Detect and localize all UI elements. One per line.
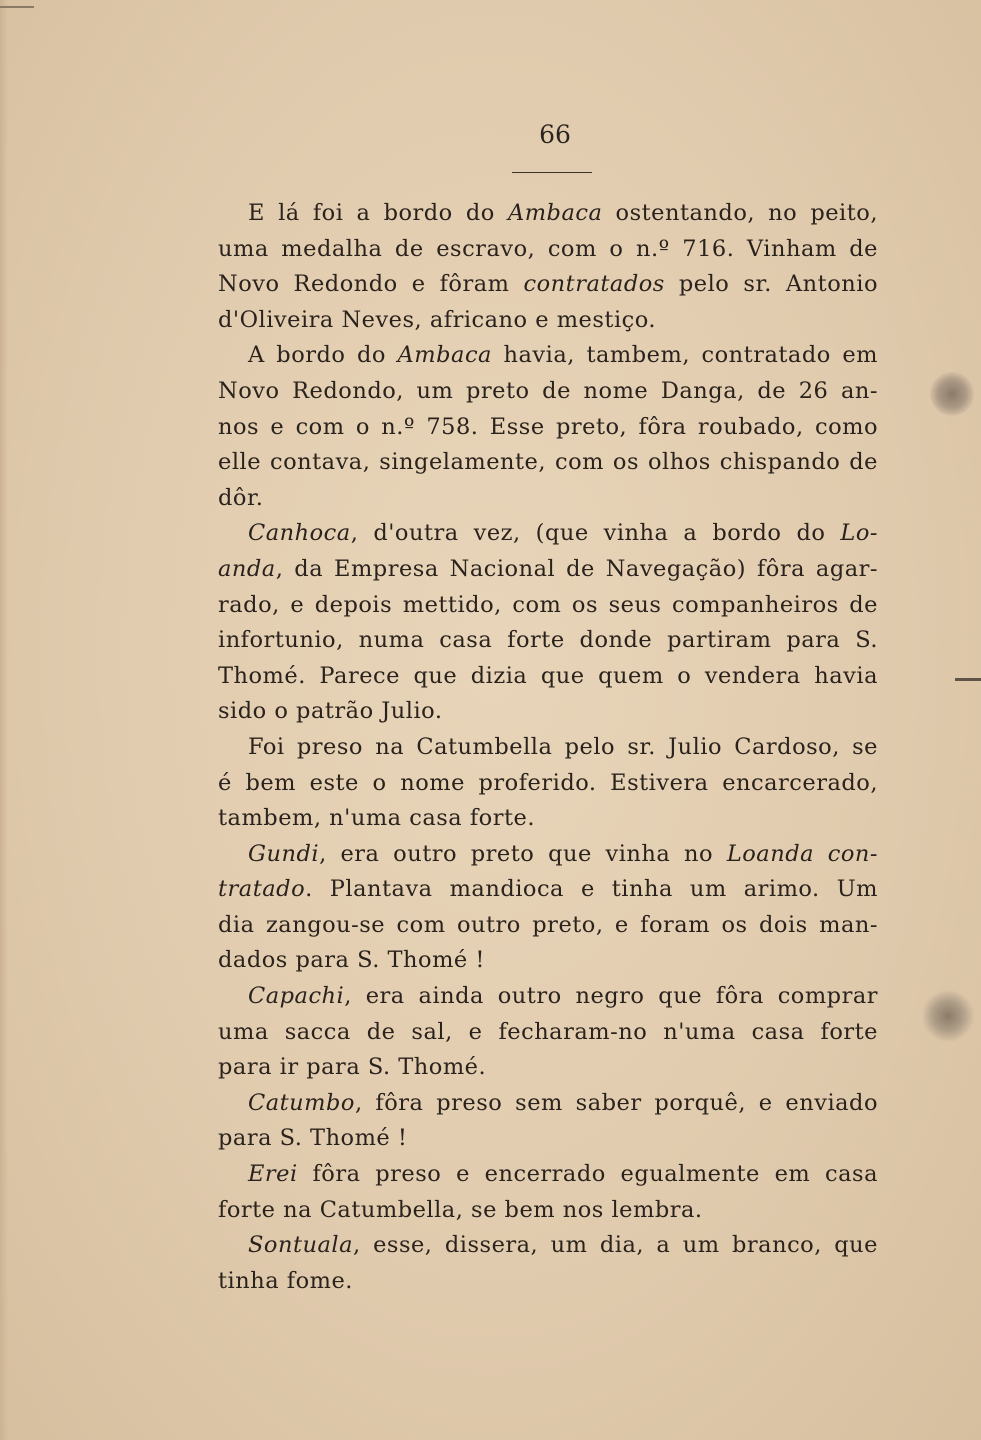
text-line: [218, 410, 878, 446]
text-line: [218, 694, 878, 730]
text-segment: fôra preso e encerrado egualmente em casa: [297, 1161, 878, 1188]
text-line: [218, 1121, 878, 1157]
text-segment: é bem este o nome proferido. Estivera encarcerado,: [218, 769, 878, 796]
text-line: [218, 516, 878, 552]
margin-stain: [930, 372, 974, 416]
text-segment: dia zangou-se com outro preto, e foram os dois man-: [218, 911, 878, 938]
text-segment: , era ainda outro negro que fôra comprar: [344, 983, 878, 1010]
header-rule: [512, 172, 592, 173]
italic-text: Loanda con-: [726, 840, 878, 867]
text-line: [218, 552, 878, 588]
text-line: [218, 979, 878, 1015]
italic-text: Capachi: [248, 983, 345, 1010]
italic-text: contratados: [523, 271, 665, 298]
text-segment: pelo sr. Antonio: [664, 271, 878, 298]
italic-text: Ambaca: [507, 200, 603, 226]
text-line: [218, 445, 878, 481]
italic-text: anda: [218, 555, 276, 582]
text-segment: uma medalha de escravo, com o n.º 716. Vinham de: [218, 235, 878, 262]
text-segment: forte na Catumbella, se bem nos lembra.: [218, 1196, 703, 1223]
text-segment: , fôra preso sem saber porquê, e enviado: [354, 1089, 878, 1116]
text-segment: , esse, dissera, um dia, a um branco, que: [353, 1232, 878, 1259]
text-segment: Novo Redondo e fôram: [218, 271, 524, 298]
text-line: [218, 659, 878, 695]
italic-text: Sontuala: [248, 1232, 354, 1259]
page-number: 66: [539, 120, 571, 149]
italic-text: Ambaca: [397, 342, 492, 369]
text-segment: ostentando, no peito,: [602, 200, 878, 226]
text-segment: rado, e depois mettido, com os seus companheiros de: [218, 591, 878, 618]
text-line: [218, 908, 878, 944]
text-segment: Foi preso na Catumbella pelo sr. Julio Cardoso, se: [248, 733, 878, 760]
text-line: [218, 338, 878, 374]
text-line: [218, 588, 878, 624]
text-segment: sido o patrão Julio.: [218, 698, 443, 725]
text-segment: Novo Redondo, um preto de nome Danga, de 26 an-: [218, 377, 878, 404]
italic-text: Catumbo: [248, 1089, 355, 1116]
text-line: [218, 1193, 878, 1229]
text-line: [218, 1264, 878, 1300]
italic-text: tratado: [218, 876, 306, 903]
text-segment: A bordo do: [248, 342, 398, 369]
text-segment: , era outro preto que vinha no: [319, 840, 727, 867]
italic-text: Gundi: [248, 840, 320, 867]
text-line: [218, 1157, 878, 1193]
text-line: [218, 1228, 878, 1264]
text-line: [218, 267, 878, 303]
text-line: [218, 1050, 878, 1086]
text-line: [218, 1015, 878, 1051]
text-segment: . Plantava mandioca e tinha um arimo. Um: [305, 876, 878, 903]
text-segment: dôr.: [218, 484, 264, 511]
text-line: [218, 196, 878, 232]
text-line: [218, 872, 878, 908]
text-line: [218, 1086, 878, 1122]
text-segment: , d'outra vez, (que vinha a bordo do: [350, 520, 841, 547]
text-segment: havia, tambem, contratado em: [491, 342, 878, 369]
italic-text: Lo-: [840, 520, 878, 547]
text-segment: elle contava, singelamente, com os olhos chispando de: [218, 449, 878, 476]
text-segment: infortunio, numa casa forte donde partiram para S.: [218, 627, 878, 654]
italic-text: Canhoca: [248, 520, 351, 547]
text-segment: Thomé. Parece que dizia que quem o vendera havia: [218, 662, 878, 689]
text-segment: para S. Thomé !: [218, 1125, 408, 1152]
margin-stain: [922, 990, 974, 1042]
text-line: [218, 766, 878, 802]
page-edge-shadow: [0, 0, 8, 1440]
text-segment: dados para S. Thomé !: [218, 947, 485, 974]
text-line: [218, 730, 878, 766]
text-line: [218, 837, 878, 873]
corner-mark: [0, 6, 34, 8]
body-text: [218, 196, 878, 1299]
text-segment: uma sacca de sal, e fecharam-no n'uma casa forte: [218, 1018, 878, 1045]
text-line: [218, 801, 878, 837]
text-segment: d'Oliveira Neves, africano e mestiço.: [218, 306, 657, 333]
text-segment: tambem, n'uma casa forte.: [218, 805, 535, 832]
italic-text: Erei: [248, 1161, 298, 1188]
text-line: [218, 232, 878, 268]
text-segment: para ir para S. Thomé.: [218, 1054, 487, 1081]
text-line: [218, 623, 878, 659]
text-line: [218, 374, 878, 410]
text-segment: nos e com o n.º 758. Esse preto, fôra roubado, como: [218, 413, 878, 440]
text-segment: E lá foi a bordo do: [248, 200, 508, 226]
text-segment: tinha fome.: [218, 1267, 353, 1294]
text-line: [218, 481, 878, 517]
margin-mark: [955, 678, 981, 681]
text-segment: , da Empresa Nacional de Navegação) fôra agar-: [275, 555, 878, 582]
text-line: [218, 943, 878, 979]
text-line: [218, 303, 878, 339]
